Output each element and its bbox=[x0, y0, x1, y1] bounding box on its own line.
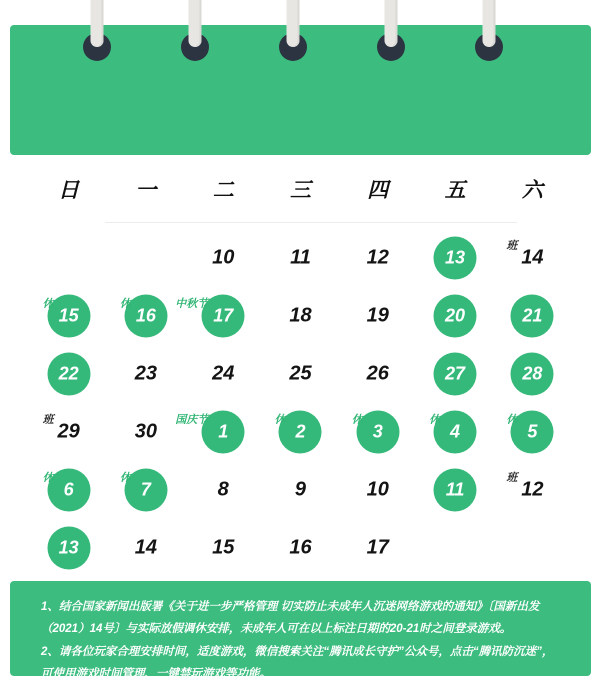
day-number: 29 bbox=[57, 420, 80, 443]
calendar-cell bbox=[30, 229, 107, 287]
weekday-label-4: 四 bbox=[367, 179, 389, 202]
calendar-cell bbox=[185, 229, 262, 287]
footer-banner bbox=[10, 581, 591, 681]
day-number: 12 bbox=[521, 478, 544, 501]
day-number: 22 bbox=[58, 363, 79, 384]
allowed-day-circle bbox=[47, 353, 90, 396]
day-number: 28 bbox=[522, 363, 543, 384]
day-number: 21 bbox=[522, 305, 543, 326]
holiday-badge: 休 bbox=[42, 472, 54, 484]
calendar-cell bbox=[185, 519, 262, 577]
day-number: 4 bbox=[450, 421, 461, 442]
calendar-cell bbox=[494, 229, 571, 287]
calendar-cell bbox=[107, 229, 184, 287]
day-number: 7 bbox=[140, 479, 151, 500]
calendar-cell bbox=[262, 229, 339, 287]
holiday-badge: 班 bbox=[506, 240, 518, 252]
day-number: 24 bbox=[212, 362, 235, 385]
holiday-badge: 休 bbox=[274, 414, 286, 426]
allowed-day-circle bbox=[434, 353, 477, 396]
calendar-cell bbox=[416, 345, 493, 403]
ring-peg bbox=[483, 0, 496, 47]
weekday-label-2: 二 bbox=[212, 179, 234, 202]
calendar-cell bbox=[416, 403, 493, 461]
calendar-cell bbox=[339, 229, 416, 287]
holiday-badge: 休 bbox=[119, 298, 131, 310]
day-number: 11 bbox=[445, 479, 465, 500]
footer-note-1: 1、结合国家新闻出版署《关于进一步严格管理 切实防止未成年人沉迷网络游戏的通知》〔国新出发（2021）14号〕与实际放假调休安排，未成年人可在以上标注日期的20-21时之间登录游戏。 bbox=[41, 601, 540, 636]
day-number: 25 bbox=[289, 362, 312, 385]
day-number: 14 bbox=[521, 246, 544, 269]
day-number: 15 bbox=[212, 536, 235, 559]
day-number: 6 bbox=[63, 479, 74, 500]
footer-notes bbox=[10, 581, 591, 686]
weekday-label-0: 日 bbox=[58, 179, 80, 202]
day-number: 26 bbox=[366, 362, 389, 385]
calendar-cell bbox=[494, 345, 571, 403]
holiday-badge: 国庆节 bbox=[175, 414, 209, 426]
day-number: 10 bbox=[366, 478, 389, 501]
day-number: 17 bbox=[213, 305, 234, 326]
calendar-cell bbox=[262, 519, 339, 577]
day-number: 17 bbox=[366, 536, 389, 559]
calendar-cell bbox=[262, 345, 339, 403]
allowed-day-circle bbox=[511, 295, 554, 338]
calendar-cell bbox=[107, 519, 184, 577]
allowed-day-circle bbox=[434, 469, 477, 512]
calendar-cell bbox=[339, 345, 416, 403]
weekday-header bbox=[30, 174, 571, 200]
footer-note-2: 2、请各位玩家合理安排时间，适度游戏，微信搜索关注“腾讯成长守护”公众号，点击“腾讯防沉迷”，可使用游戏时间管理、一键禁玩游戏等功能。 bbox=[41, 645, 554, 681]
calendar-cell bbox=[262, 403, 339, 461]
day-number: 15 bbox=[58, 305, 79, 326]
calendar-cell bbox=[416, 519, 493, 577]
day-number: 13 bbox=[445, 247, 466, 268]
day-number: 16 bbox=[135, 305, 156, 326]
calendar-cell bbox=[262, 287, 339, 345]
day-number: 19 bbox=[366, 304, 389, 327]
calendar-cell bbox=[30, 519, 107, 577]
day-number: 11 bbox=[290, 246, 311, 269]
ring-peg bbox=[385, 0, 398, 47]
allowed-day-circle bbox=[434, 237, 477, 280]
calendar-cell bbox=[339, 403, 416, 461]
day-number: 2 bbox=[295, 421, 306, 442]
holiday-badge: 休 bbox=[42, 298, 54, 310]
weekday-label-5: 五 bbox=[444, 179, 466, 202]
weekday-label-3: 三 bbox=[289, 179, 311, 202]
holiday-badge: 休 bbox=[351, 414, 363, 426]
calendar-cell bbox=[494, 287, 571, 345]
calendar-grid bbox=[30, 229, 571, 577]
day-number: 1 bbox=[218, 421, 229, 442]
calendar-cell bbox=[339, 287, 416, 345]
day-number: 14 bbox=[134, 536, 158, 559]
weekday-label-1: 一 bbox=[135, 179, 157, 202]
day-number: 30 bbox=[134, 420, 158, 443]
holiday-badge: 休 bbox=[119, 472, 131, 484]
holiday-badge: 休 bbox=[429, 414, 441, 426]
calendar-cell bbox=[30, 287, 107, 345]
calendar-cell bbox=[185, 345, 262, 403]
allowed-day-circle bbox=[434, 295, 477, 338]
calendar-cell bbox=[107, 403, 184, 461]
ring-peg bbox=[91, 0, 104, 47]
calendar-cell bbox=[30, 403, 107, 461]
calendar-cell bbox=[494, 519, 571, 577]
calendar-cell bbox=[30, 345, 107, 403]
day-number: 10 bbox=[212, 246, 235, 269]
day-number: 23 bbox=[134, 362, 158, 385]
allowed-day-circle bbox=[511, 353, 554, 396]
holiday-badge: 休 bbox=[506, 414, 518, 426]
calendar-cell bbox=[107, 461, 184, 519]
holiday-badge: 班 bbox=[42, 414, 54, 426]
holiday-badge: 班 bbox=[506, 472, 518, 484]
ring-peg bbox=[287, 0, 300, 47]
day-number: 20 bbox=[445, 305, 466, 326]
ring-peg bbox=[189, 0, 202, 47]
day-number: 16 bbox=[289, 536, 312, 559]
calendar-cell bbox=[107, 345, 184, 403]
calendar-cell bbox=[416, 229, 493, 287]
calendar-cell bbox=[494, 461, 571, 519]
divider-line bbox=[105, 222, 517, 223]
calendar-cell bbox=[416, 287, 493, 345]
calendar-cell bbox=[416, 461, 493, 519]
day-number: 18 bbox=[289, 304, 312, 327]
calendar-cell bbox=[494, 403, 571, 461]
calendar-cell bbox=[107, 287, 184, 345]
allowed-day-circle bbox=[47, 527, 90, 570]
weekday-label-6: 六 bbox=[521, 179, 543, 202]
holiday-badge: 中秋节 bbox=[175, 298, 209, 310]
calendar-cell bbox=[339, 461, 416, 519]
day-number: 5 bbox=[527, 421, 538, 442]
calendar-cell bbox=[30, 461, 107, 519]
day-number: 8 bbox=[217, 478, 229, 501]
day-number: 12 bbox=[366, 246, 389, 269]
calendar-cell bbox=[175, 403, 262, 461]
calendar-cell bbox=[185, 461, 262, 519]
calendar-cell bbox=[262, 461, 339, 519]
day-number: 13 bbox=[58, 537, 79, 558]
day-number: 9 bbox=[294, 478, 307, 501]
calendar-cell bbox=[175, 287, 262, 345]
day-number: 3 bbox=[372, 421, 383, 442]
day-number: 27 bbox=[445, 363, 466, 384]
calendar-cell bbox=[339, 519, 416, 577]
